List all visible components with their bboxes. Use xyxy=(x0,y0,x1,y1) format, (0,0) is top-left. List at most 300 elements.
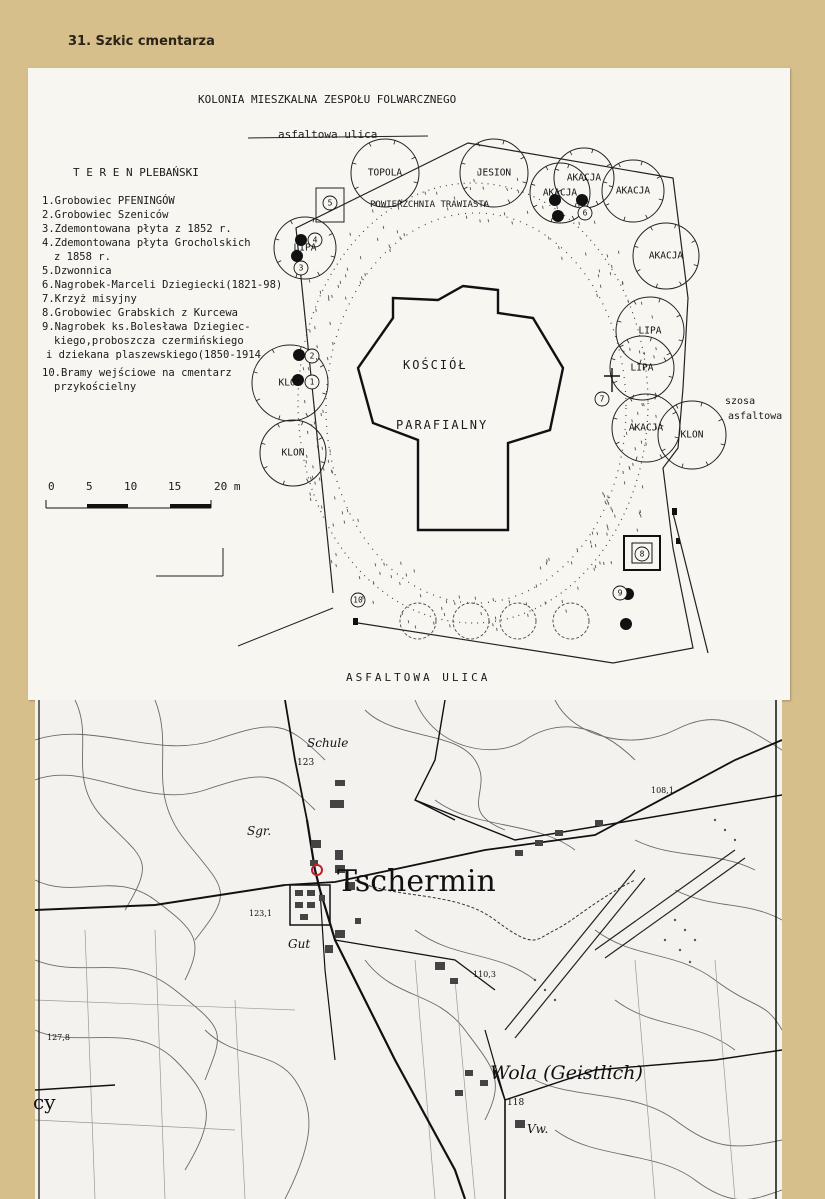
tree-crown-tick xyxy=(394,141,395,145)
grass-mark xyxy=(543,206,544,209)
grass-mark xyxy=(474,179,475,182)
grass-mark xyxy=(322,447,323,450)
tree-crown-tick xyxy=(531,184,535,185)
grass-mark xyxy=(637,412,638,415)
grass-mark xyxy=(361,276,362,279)
grass-mark xyxy=(425,192,426,195)
tree-crown-tick xyxy=(675,437,679,438)
grass-mark xyxy=(377,238,378,241)
grass-mark xyxy=(404,233,405,236)
grass-mark xyxy=(546,562,547,565)
grass-mark xyxy=(336,564,337,567)
grass-mark xyxy=(450,624,451,627)
grass-mark xyxy=(316,358,317,361)
tree-label: AKACJA xyxy=(615,185,651,197)
grass-mark xyxy=(607,533,608,536)
grass-mark xyxy=(328,460,329,463)
grass-mark xyxy=(642,485,643,488)
elevation-label: 108,1 xyxy=(651,786,674,795)
grass-mark xyxy=(605,501,606,504)
tree-label: AKACJA xyxy=(648,250,684,262)
grass-mark xyxy=(604,494,605,497)
grass-mark xyxy=(611,507,612,510)
tree-crown-tick xyxy=(620,345,624,347)
grass-mark xyxy=(338,285,339,288)
tree-crown-tick xyxy=(555,169,559,170)
grass-mark xyxy=(408,620,409,623)
tree-label: AKACJA xyxy=(566,172,602,184)
tree-crown-tick xyxy=(692,241,696,243)
grass-mark xyxy=(342,511,343,514)
grass-mark xyxy=(345,274,346,277)
tree-crown-tick xyxy=(296,274,297,278)
grass-mark xyxy=(306,455,307,458)
grass-mark xyxy=(391,575,392,578)
legend-item: 6.Nagrobek-Marceli Dziegiecki(1821-98) xyxy=(42,279,283,291)
label-sgr: Sgr. xyxy=(247,824,272,838)
tree-crown-tick xyxy=(307,479,309,483)
tree-crown-tick xyxy=(634,246,638,247)
grass-mark xyxy=(628,300,629,303)
grass-mark xyxy=(493,623,494,626)
grass-mark xyxy=(507,188,508,191)
tree-crown-tick xyxy=(614,418,618,419)
grass-mark xyxy=(306,460,307,463)
tree-crown-tick xyxy=(603,182,607,183)
label-edge: cy xyxy=(33,1090,56,1114)
grass-mark xyxy=(611,561,612,564)
scale-tick-20m: 20 m xyxy=(214,480,241,493)
tree-crown-tick xyxy=(570,151,572,155)
grass-mark xyxy=(641,302,642,305)
grass-mark xyxy=(557,206,558,209)
grave-dot xyxy=(552,210,564,222)
grass-mark xyxy=(493,598,494,601)
grass-mark xyxy=(591,545,592,548)
elevation-label: 110,3 xyxy=(473,970,496,979)
grass-mark xyxy=(594,568,595,571)
grass-mark xyxy=(320,291,321,294)
grass-mark xyxy=(615,515,616,518)
grass-mark xyxy=(310,493,311,496)
grass-mark xyxy=(401,562,402,565)
label-schule: Schule xyxy=(307,736,349,750)
grass-mark xyxy=(304,400,305,403)
tree-crown-tick xyxy=(508,200,510,204)
grass-mark xyxy=(652,315,653,318)
grass-mark xyxy=(597,294,598,297)
tree-crown-tick xyxy=(619,164,621,168)
street-bottom-label: ASFALTOWA ULICA xyxy=(346,671,491,684)
grass-mark xyxy=(604,562,605,565)
tree-crown-tick xyxy=(609,186,613,187)
grass-mark xyxy=(622,281,623,284)
tree-crown-tick xyxy=(669,376,673,377)
contour-lines xyxy=(35,700,782,1199)
grass-mark xyxy=(595,565,596,568)
grass-mark xyxy=(314,405,315,408)
grass-mark xyxy=(400,582,401,585)
tree-crown-tick xyxy=(646,215,648,219)
grass-mark xyxy=(640,514,641,517)
grass-mark xyxy=(312,476,313,479)
grass-mark xyxy=(624,351,625,354)
tree-crown-tick xyxy=(462,163,466,164)
grass-mark xyxy=(373,601,374,604)
tree-crown-tick xyxy=(659,199,663,200)
grass-mark xyxy=(470,187,471,190)
legend-item: 9.Nagrobek ks.Bolesława Dziegiec- xyxy=(42,321,251,333)
marker-number: 2 xyxy=(309,351,315,361)
boundary-right-wall xyxy=(673,513,708,653)
legend-item: kiego,proboszcza czermińskiego xyxy=(54,335,244,347)
grass-mark xyxy=(504,212,505,215)
tree-crown-tick xyxy=(412,157,416,159)
grass-mark xyxy=(330,322,331,325)
grass-mark xyxy=(481,612,482,615)
tree-crown-tick xyxy=(546,166,548,170)
tree-crown-tick xyxy=(676,405,678,409)
tree-crown-tick xyxy=(721,444,725,445)
tree-crown-tick xyxy=(521,157,525,159)
grass-mark xyxy=(517,178,518,181)
grass-mark xyxy=(328,295,329,298)
grave-dot xyxy=(293,349,305,361)
grass-mark xyxy=(644,403,645,406)
scale-tick-15: 15 xyxy=(168,480,182,493)
grass-mark xyxy=(639,512,640,515)
grass-mark xyxy=(509,600,510,603)
grass-mark xyxy=(310,329,311,332)
marker-number: 8 xyxy=(639,549,645,559)
legend-item: 7.Krzyż misyjny xyxy=(42,293,137,305)
grass-mark xyxy=(607,524,608,527)
grass-mark xyxy=(436,192,437,195)
grass-mark xyxy=(612,509,613,512)
tree-crown-tick xyxy=(606,204,610,206)
grass-mark xyxy=(475,597,476,600)
grass-mark xyxy=(495,617,496,620)
grass-mark xyxy=(420,594,421,597)
grass-mark xyxy=(303,367,304,370)
tree-crown-tick xyxy=(624,217,625,221)
grass-mark xyxy=(639,350,640,353)
shrub-outline xyxy=(453,603,489,639)
town-label-tschermin: Tschermin xyxy=(337,864,496,899)
grass-mark xyxy=(623,471,624,474)
grass-mark xyxy=(646,442,647,445)
grass-mark xyxy=(545,602,546,605)
grass-mark xyxy=(562,600,563,603)
grass-mark xyxy=(347,268,348,271)
shrub-outline xyxy=(500,603,536,639)
grass-mark xyxy=(597,532,598,535)
page-caption: 31. Szkic cmentarza xyxy=(68,34,215,49)
tree-crown-tick xyxy=(616,442,620,444)
tree-crown-tick xyxy=(673,412,677,414)
tree-crown-tick xyxy=(618,321,622,322)
grass-mark xyxy=(310,498,311,501)
grass-mark xyxy=(323,468,324,471)
grass-mark xyxy=(656,347,657,350)
grass-mark xyxy=(328,298,329,301)
grass-mark xyxy=(390,249,391,252)
grass-mark xyxy=(315,482,316,485)
grass-mark xyxy=(579,222,580,225)
marker-number: 10 xyxy=(353,595,363,605)
grass-mark xyxy=(466,216,467,219)
tree-crown-tick xyxy=(607,164,611,166)
grass-mark xyxy=(332,295,333,298)
grass-mark xyxy=(319,478,320,481)
grass-mark xyxy=(454,602,455,605)
tree-crown-tick xyxy=(719,419,723,421)
tree-crown-tick xyxy=(656,284,657,288)
grass-mark xyxy=(617,321,618,324)
grass-mark xyxy=(446,600,447,603)
grass-mark xyxy=(433,622,434,625)
grass-mark xyxy=(592,532,593,535)
grass-mark xyxy=(317,345,318,348)
legend xyxy=(42,195,292,395)
tree-label: KLON xyxy=(278,377,302,389)
tree-crown-tick xyxy=(664,358,666,362)
grass-mark xyxy=(600,561,601,564)
grass-mark xyxy=(441,607,442,610)
church-label-1: KOŚCIÓŁ xyxy=(403,358,468,372)
tree-label: KLON xyxy=(281,447,305,459)
grass-mark xyxy=(314,422,315,425)
grass-mark xyxy=(360,256,361,259)
grass-mark xyxy=(414,569,415,572)
tree-crown-tick xyxy=(627,340,629,344)
tree-crown-tick xyxy=(660,455,662,459)
tree-crown-tick xyxy=(706,462,708,466)
grass-mark xyxy=(607,254,608,257)
tree-crown-tick xyxy=(278,424,280,428)
parallel-channels xyxy=(505,850,745,1038)
topographic-map xyxy=(35,700,782,1199)
tree-crown-tick xyxy=(634,301,636,305)
grass-mark xyxy=(358,519,359,522)
grave-dot xyxy=(576,194,588,206)
tree-label: LIPA xyxy=(630,362,654,374)
grass-mark xyxy=(630,348,631,351)
grass-mark xyxy=(402,612,403,615)
tree-crown-tick xyxy=(592,149,593,153)
scale-bar xyxy=(46,500,211,508)
grass-mark xyxy=(340,281,341,284)
tree-crown-tick xyxy=(369,143,371,147)
tree-label: AKACJA xyxy=(542,187,578,199)
grass-mark xyxy=(528,614,529,617)
grass-mark xyxy=(380,572,381,575)
grass-mark xyxy=(579,205,580,208)
grass-mark xyxy=(527,211,528,214)
legend-item: 10.Bramy wejściowe na cmentarz xyxy=(42,367,232,379)
grass-mark xyxy=(480,219,481,222)
cemetery-plan-sheet xyxy=(28,68,790,700)
grass-mark xyxy=(400,236,401,239)
topographic-map-drawing xyxy=(35,700,782,1199)
tree-crown-tick xyxy=(533,205,537,207)
tree-crown-tick xyxy=(667,353,671,355)
grass-mark xyxy=(610,272,611,275)
tree-crown-tick xyxy=(321,462,325,463)
tree-crown-tick xyxy=(680,282,682,286)
tree-crown-tick xyxy=(306,413,308,417)
tree-crown-tick xyxy=(256,399,260,401)
grass-mark xyxy=(548,237,549,240)
grass-mark xyxy=(571,561,572,564)
tree-crown-tick xyxy=(596,201,598,205)
grass-mark xyxy=(444,613,445,616)
marker-number: 1 xyxy=(309,377,315,387)
grass-mark xyxy=(406,574,407,577)
grass-mark xyxy=(618,251,619,254)
tree-crown-tick xyxy=(319,438,323,440)
grass-mark xyxy=(540,567,541,570)
tree-label: LIPA xyxy=(293,242,317,254)
grass-mark xyxy=(644,352,645,355)
grass-mark xyxy=(323,410,324,413)
tree-crown-tick xyxy=(655,396,656,400)
grass-mark xyxy=(360,281,361,284)
grass-mark xyxy=(333,523,334,526)
tree-crown-tick xyxy=(650,337,651,341)
grave-dot xyxy=(620,618,632,630)
tree-crown-tick xyxy=(568,164,569,168)
tree-crown-tick xyxy=(464,187,468,189)
label-vw: Vw. xyxy=(527,1122,549,1136)
inner-path-inner xyxy=(326,213,626,603)
grass-mark xyxy=(345,297,346,300)
legend-item: 1.Grobowiec PFENINGÓW xyxy=(42,195,175,207)
grass-mark xyxy=(566,610,567,613)
grass-mark xyxy=(308,367,309,370)
tree-crown-tick xyxy=(353,163,357,164)
tree-crown-tick xyxy=(682,464,683,468)
grass-mark xyxy=(334,496,335,499)
shrub-outline xyxy=(400,603,436,639)
marker-number: 3 xyxy=(298,263,304,273)
tree-crown-tick xyxy=(614,381,618,383)
grass-mark xyxy=(384,563,385,566)
grass-mark xyxy=(633,463,634,466)
marker-number: 9 xyxy=(617,588,623,598)
legend-item: przykościelny xyxy=(54,381,137,393)
grass-mark xyxy=(607,499,608,502)
tree-crown-tick xyxy=(694,265,698,266)
road-right-label-1: szosa xyxy=(725,396,756,407)
tree-crown-tick xyxy=(659,299,660,303)
street-top-label: asfaltowa ulica xyxy=(278,128,378,141)
grass-mark xyxy=(547,559,548,562)
grass-mark xyxy=(654,355,655,358)
grass-mark xyxy=(336,553,337,556)
marker-number: 5 xyxy=(327,198,333,208)
tree-crown-tick xyxy=(355,187,359,189)
grass-mark xyxy=(512,221,513,224)
tree-crown-tick xyxy=(575,203,576,207)
grass-mark xyxy=(595,544,596,547)
tree-label: AKACJA xyxy=(628,422,664,434)
label-gut: Gut xyxy=(288,937,311,951)
grass-mark xyxy=(585,253,586,256)
grass-mark xyxy=(321,413,322,416)
grass-mark xyxy=(488,219,489,222)
tree-crown-tick xyxy=(572,216,574,220)
grass-mark xyxy=(608,527,609,530)
elevation-label: 123 xyxy=(297,758,315,768)
grass-mark xyxy=(640,510,641,513)
grass-mark xyxy=(603,492,604,495)
grass-mark xyxy=(578,587,579,590)
grass-mark xyxy=(321,506,322,509)
grass-mark xyxy=(316,309,317,312)
tree-crown-tick xyxy=(641,161,642,165)
village-label-wola: Wola (Geistlich) xyxy=(490,1062,643,1084)
grass-mark xyxy=(577,548,578,551)
sketch-line xyxy=(238,608,333,646)
legend-item: i dziekana plaszewskiego(1850-1914 xyxy=(46,349,261,361)
grass-mark xyxy=(331,560,332,563)
marker-number: 6 xyxy=(582,208,588,218)
gate-post xyxy=(672,508,677,515)
grass-mark xyxy=(608,502,609,505)
grass-mark xyxy=(333,342,334,345)
grass-mark xyxy=(309,280,310,283)
grass-mark xyxy=(637,529,638,532)
tree-crown-tick xyxy=(677,315,681,317)
parish-area-label: T E R E N PLEBAŃSKI xyxy=(73,166,199,179)
tree-crown-tick xyxy=(679,340,683,341)
church-outline xyxy=(358,286,563,530)
grass-mark xyxy=(497,628,498,631)
tree-crown-tick xyxy=(551,218,552,222)
top-label: KOLONIA MIESZKALNA ZESPOŁU FOLWARCZNEGO xyxy=(198,93,457,106)
grass-mark xyxy=(611,265,612,268)
grass-mark xyxy=(624,481,625,484)
grass-mark xyxy=(311,477,312,480)
grass-mark xyxy=(608,495,609,498)
grass-mark xyxy=(536,585,537,588)
elevation-label: 123,1 xyxy=(249,909,272,918)
grass-mark xyxy=(373,581,374,584)
lawn-label: POWIERZCHNIA TRAWIASTA xyxy=(370,200,490,210)
scale-tick-10: 10 xyxy=(124,480,138,493)
tree-crown-tick xyxy=(329,234,333,236)
grass-mark xyxy=(327,357,328,360)
grass-mark xyxy=(635,447,636,450)
grass-mark xyxy=(389,244,390,247)
grass-mark xyxy=(315,326,316,329)
tree-crown-tick xyxy=(331,256,335,257)
tree-crown-tick xyxy=(637,270,641,272)
legend-item: 5.Dzwonnica xyxy=(42,265,112,277)
shrub-outline xyxy=(553,603,589,639)
grass-mark xyxy=(518,190,519,193)
grass-mark xyxy=(590,541,591,544)
grass-mark xyxy=(375,563,376,566)
legend-item: 4.Zdemontowana płyta Grocholskich xyxy=(42,237,251,249)
tree-crown-tick xyxy=(414,182,418,183)
tree-label: KLON xyxy=(680,429,704,441)
tree-crown-tick xyxy=(261,443,265,444)
tree-crown-tick xyxy=(279,415,280,419)
tree-crown-tick xyxy=(651,227,653,231)
scale-tick-5: 5 xyxy=(86,480,93,493)
